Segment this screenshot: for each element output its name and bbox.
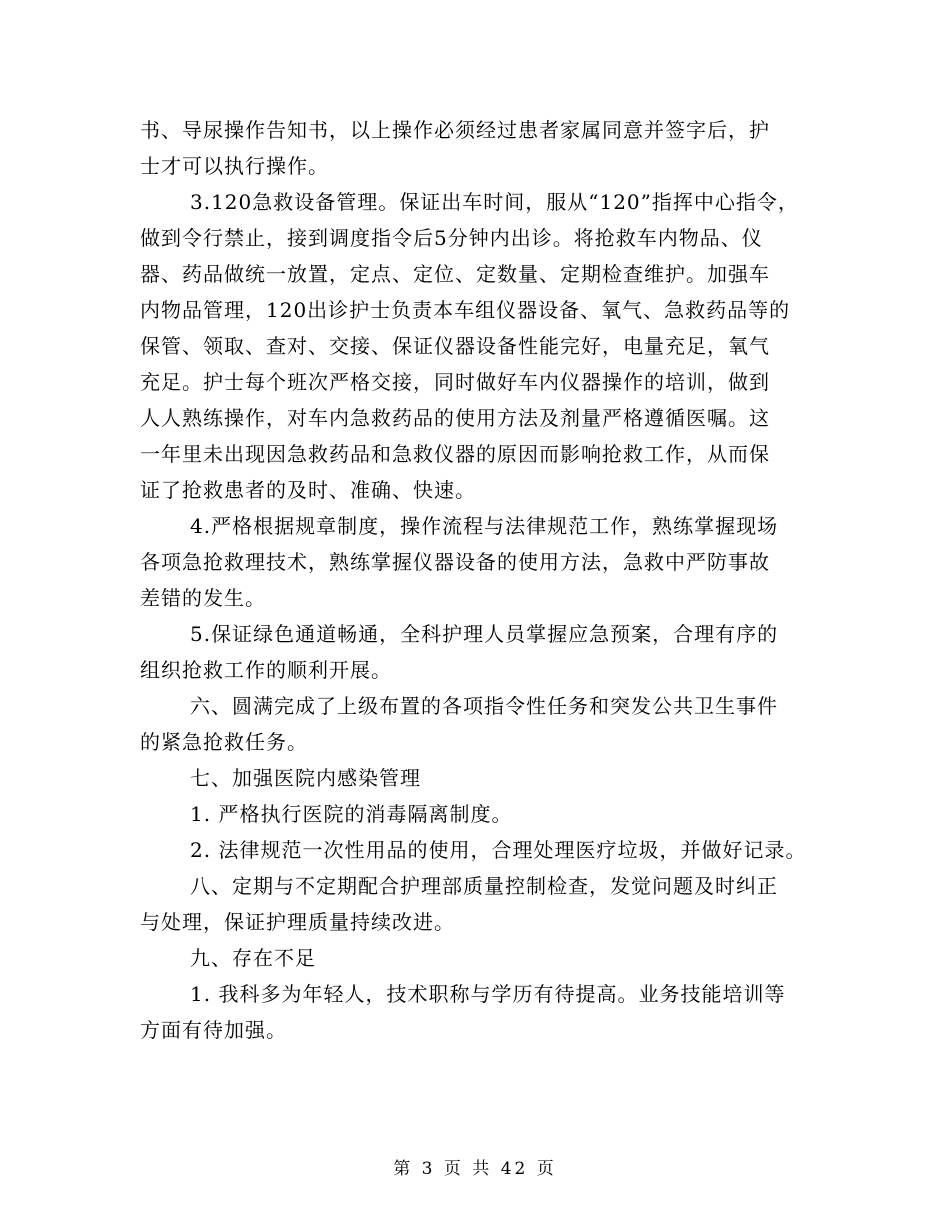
text-line: 保管、领取、查对、交接、保证仪器设备性能完好，电量充足，氧气 <box>140 334 770 358</box>
text-line: 3.120急救设备管理。保证出车时间，服从“120”指挥中心指令， <box>190 190 799 214</box>
text-line: 1. 我科多为年轻人，技术职称与学历有待提高。业务技能培训等 <box>190 982 786 1006</box>
text-line: 士才可以执行操作。 <box>140 154 329 178</box>
text-line: 各项急抢救理技术，熟练掌握仪器设备的使用方法，急救中严防事故 <box>140 550 770 574</box>
text-line: 内物品管理，120出诊护士负责本车组仪器设备、氧气、急救药品等的 <box>140 298 791 322</box>
text-line: 一年里未出现因急救药品和急救仪器的原因而影响抢救工作，从而保 <box>140 442 770 466</box>
text-line: 4.严格根据规章制度，操作流程与法律规范工作，熟练掌握现场 <box>190 514 779 538</box>
text-line: 的紧急抢救任务。 <box>140 730 308 754</box>
text-line: 证了抢救患者的及时、准确、快速。 <box>140 478 476 502</box>
text-line: 方面有待加强。 <box>140 1018 287 1042</box>
text-line: 2. 法律规范一次性用品的使用，合理处理医疗垃圾，并做好记录。 <box>190 838 807 862</box>
text-line: 六、圆满完成了上级布置的各项指令性任务和突发公共卫生事件 <box>190 694 778 718</box>
text-line: 八、定期与不定期配合护理部质量控制检查，发觉问题及时纠正 <box>190 874 778 898</box>
body-text <box>140 112 820 1048</box>
text-line: 充足。护士每个班次严格交接，同时做好车内仪器操作的培训，做到 <box>140 370 770 394</box>
text-line: 组织抢救工作的顺利开展。 <box>140 658 392 682</box>
text-line: 5.保证绿色通道畅通，全科护理人员掌握应急预案，合理有序的 <box>190 622 779 646</box>
text-line: 做到令行禁止，接到调度指令后5分钟内出诊。将抢救车内物品、仪 <box>140 226 763 250</box>
page-footer: 第 3 页 共 42 页 <box>393 1159 557 1179</box>
text-line: 1. 严格执行医院的消毒隔离制度。 <box>190 802 513 826</box>
text-line: 与处理，保证护理质量持续改进。 <box>140 910 455 934</box>
text-line: 七、加强医院内感染管理 <box>190 766 421 790</box>
text-line: 差错的发生。 <box>140 586 266 610</box>
text-line: 书、导尿操作告知书，以上操作必须经过患者家属同意并签字后，护 <box>140 118 770 142</box>
text-line: 九、存在不足 <box>190 946 316 970</box>
text-line: 器、药品做统一放置，定点、定位、定数量、定期检查维护。加强车 <box>140 262 770 286</box>
text-line: 人人熟练操作，对车内急救药品的使用方法及剂量严格遵循医嘱。这 <box>140 406 770 430</box>
